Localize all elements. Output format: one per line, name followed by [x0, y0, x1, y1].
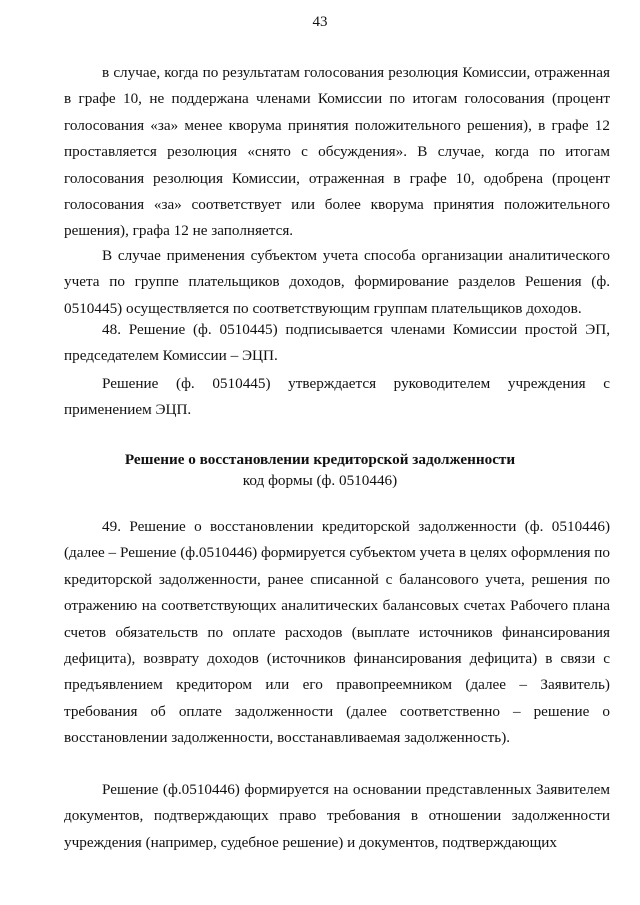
paragraph-block [64, 60, 610, 245]
paragraph-49-restoration: 49. Решение о восстановлении кредиторской задолженности (ф. 0510446) (далее – Решение (ф.0510446) формируется субъектом учета в целях оформления по кредиторской задолженности, ранее списанной с балансового учета, решения по отражению на соответствующих аналитических балансовых счетах Рабочего плана счетов обязательств по оплате расходов (выплате источников финансирования дефицита), возврату доходов (источников финансирования дефицита) в связи с предъявлением кредитором или его правопреемником (далее – Заявитель) требования об оплате задолженности (далее соответственно – решение о восстановлении задолженности, восстанавливаемая задолженность). [64, 518, 610, 747]
paragraph-payer-groups: В случае применения субъектом учета способа организации аналитического учета по группе плательщиков доходов, формирование разделов Решения (ф. 0510445) осуществляется по соответствующим группам плательщиков доходов. [64, 247, 610, 317]
paragraph-block [64, 777, 610, 856]
section-heading-title: Решение о восстановлении кредиторской задолженности [124, 451, 516, 468]
page-number: 43 [312, 14, 328, 30]
paragraph-48-signing: 48. Решение (ф. 0510445) подписывается членами Комиссии простой ЭП, председателем Комиссии – ЭЦП. [64, 321, 610, 365]
paragraph-block [64, 514, 610, 752]
paragraph-basis-documents: Решение (ф.0510446) формируется на основании представленных Заявителем документов, подтверждающих право требования в отношении задолженности учреждения (например, судебное решение) и документов, подтверждающих [64, 781, 610, 851]
section-heading [0, 449, 640, 491]
paragraph-block [64, 371, 610, 424]
paragraph-approval: Решение (ф. 0510445) утверждается руководителем учреждения с применением ЭЦП. [64, 375, 610, 419]
section-heading-form-code: код формы (ф. 0510446) [242, 472, 398, 489]
paragraph-resolution-column-12: в случае, когда по результатам голосования резолюция Комиссии, отраженная в графе 10, не поддержана членами Комиссии по итогам голосования (процент голосования «за» менее кворума принятия положительного решения), в графе 12 проставляется резолюция «снято с обсуждения». В случае, когда по итогам голосования резолюция Комиссии, отраженная в графе 10, одобрена (процент голосования «за» соответствует или более кворума принятия положительного решения), графа 12 не заполняется. [64, 64, 610, 240]
paragraph-block [64, 243, 610, 322]
paragraph-block [64, 317, 610, 370]
